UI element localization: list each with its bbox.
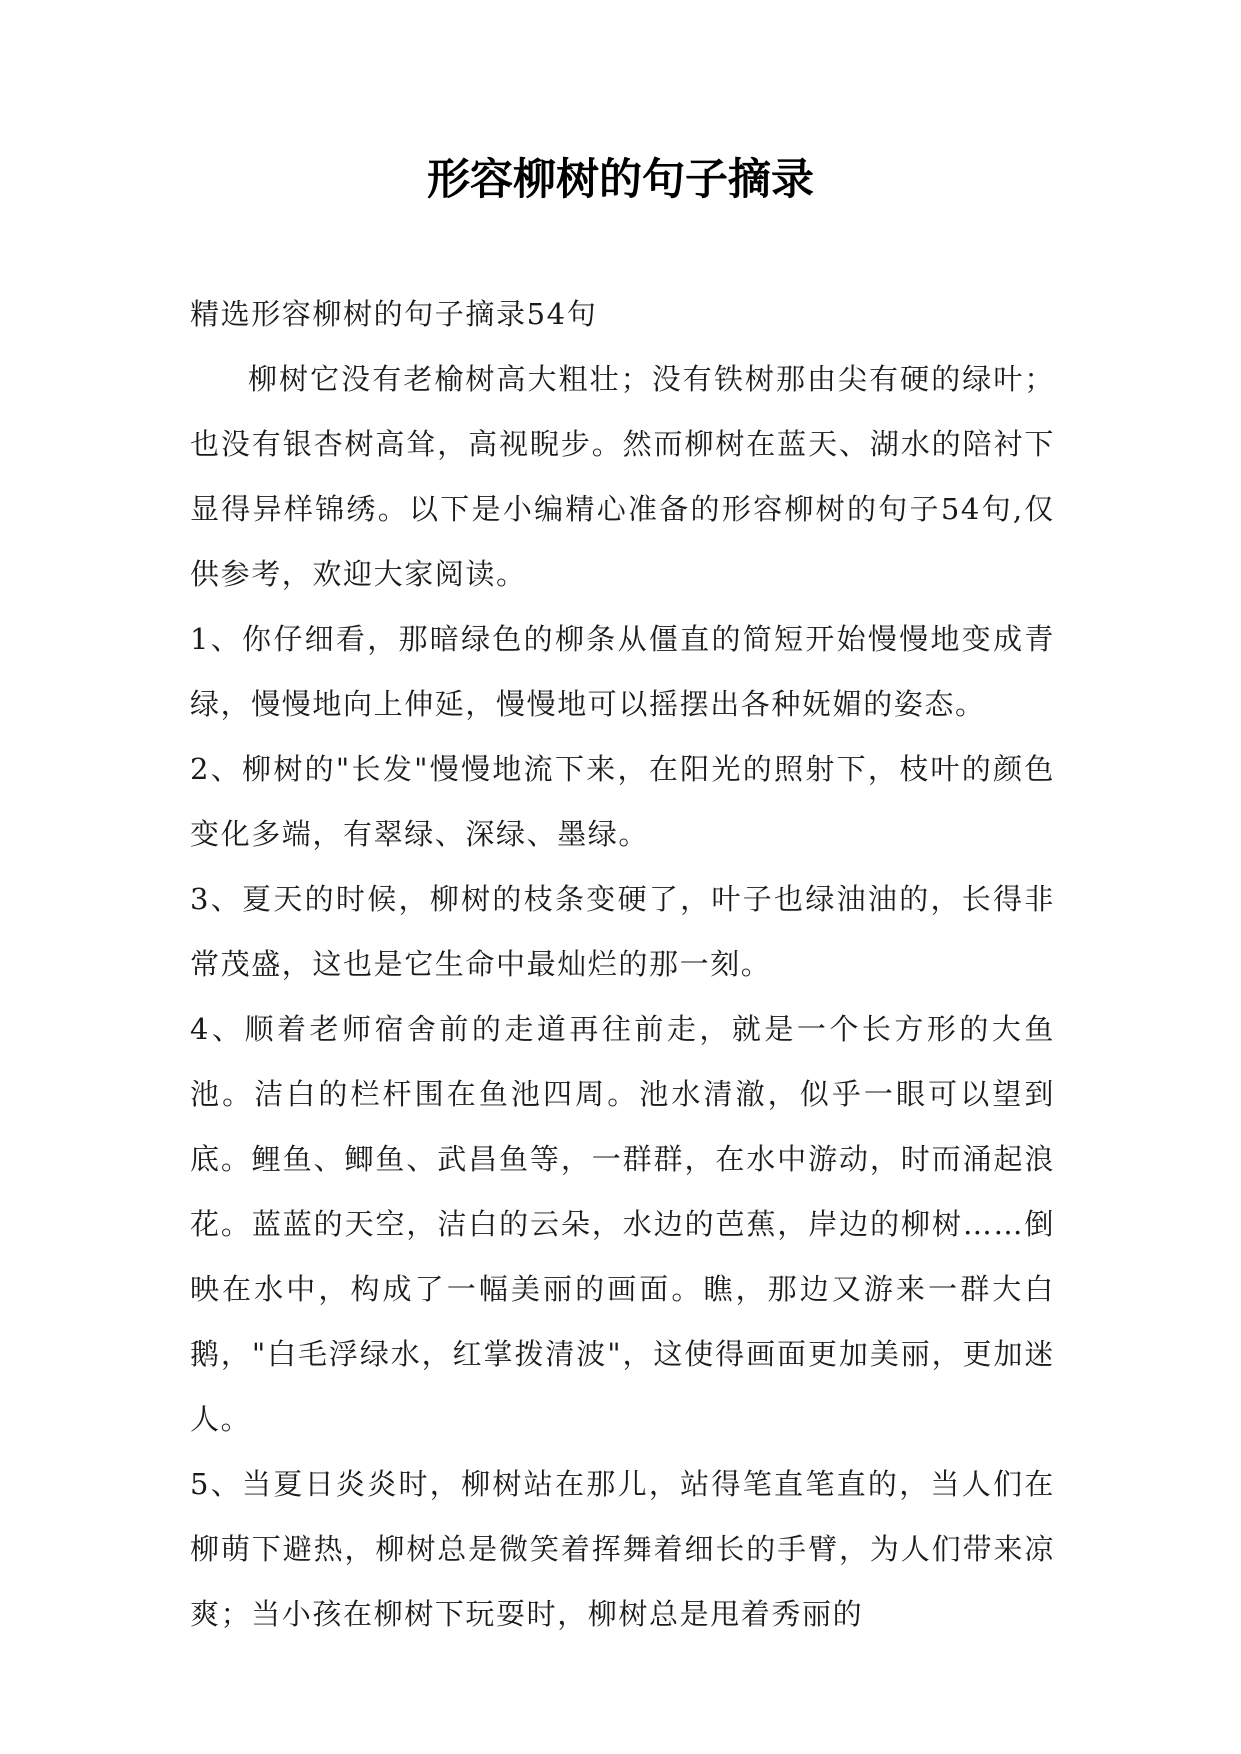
document-body: [190, 282, 1055, 1647]
intro-paragraph: 柳树它没有老榆树高大粗壮；没有铁树那由尖有硬的绿叶；也没有银杏树高耸，高视睨步。然而柳树在蓝天、湖水的陪衬下显得异样锦绣。以下是小编精心准备的形容柳树的句子54句,仅供参考，欢迎大家阅读。: [190, 362, 1055, 591]
sentence-item-3: 3、夏天的时候，柳树的枝条变硬了，叶子也绿油油的，长得非常茂盛，这也是它生命中最灿烂的那一刻。: [190, 882, 1055, 981]
document-title: 形容柳树的句子摘录: [427, 155, 814, 205]
sentence-item-5: 5、当夏日炎炎时，柳树站在那儿，站得笔直笔直的，当人们在柳萌下避热，柳树总是微笑着挥舞着细长的手臂，为人们带来凉爽；当小孩在柳树下玩耍时，柳树总是甩着秀丽的: [190, 1467, 1055, 1631]
sentence-item-1: 1、你仔细看，那暗绿色的柳条从僵直的简短开始慢慢地变成青绿，慢慢地向上伸延，慢慢地可以摇摆出各种妩媚的姿态。: [190, 622, 1055, 721]
sentence-item-4: 4、顺着老师宿舍前的走道再往前走，就是一个长方形的大鱼池。洁白的栏杆围在鱼池四周。池水清澈，似乎一眼可以望到底。鲤鱼、鲫鱼、武昌鱼等，一群群，在水中游动，时而涌起浪花。蓝蓝的天空，洁白的云朵，水边的芭蕉，岸边的柳树……倒映在水中，构成了一幅美丽的画面。瞧，那边又游来一群大白鹅，"白毛浮绿水，红掌拨清波"，这使得画面更加美丽，更加迷人。: [190, 1012, 1055, 1436]
sentence-item-2: 2、柳树的"长发"慢慢地流下来，在阳光的照射下，枝叶的颜色变化多端，有翠绿、深绿、墨绿。: [190, 752, 1055, 851]
document-subtitle: 精选形容柳树的句子摘录54句: [190, 297, 598, 331]
